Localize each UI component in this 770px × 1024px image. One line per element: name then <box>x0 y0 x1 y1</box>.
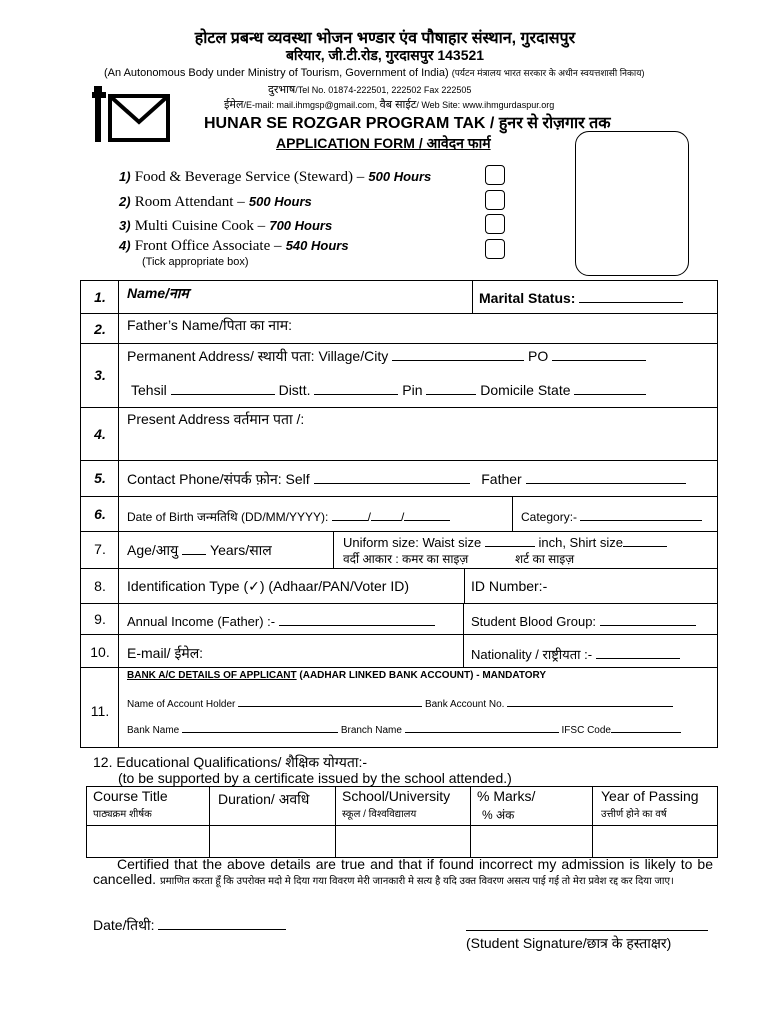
row-number: 7. <box>94 541 106 557</box>
column-header: % Marks/ <box>477 788 536 804</box>
program-title: HUNAR SE ROZGAR PROGRAM TAK / हुनर से रोज़गार तक <box>204 115 611 132</box>
permanent-address-line2: Tehsil Distt. Pin Domicile State <box>131 381 646 398</box>
course-item: 1) Food & Beverage Service (Steward) – 500 Hours <box>119 169 432 185</box>
nationality-label: Nationality / राष्ट्रीयता :- <box>471 645 680 663</box>
course-item: 3) Multi Cuisine Cook – 700 Hours <box>119 218 333 234</box>
form-title: APPLICATION FORM / आवेदन फार्म <box>276 135 491 151</box>
row-number: 4. <box>94 426 106 442</box>
annual-income-label: Annual Income (Father) :- <box>127 612 435 629</box>
age-label: Age/आयु Years/साल <box>127 542 272 558</box>
uniform-size-hindi: वर्दी आकार : कमर का साइज़ शर्ट का साइज़ <box>343 552 575 566</box>
tick-note: (Tick appropriate box) <box>142 256 249 268</box>
org-name-hindi: होटल प्रबन्ध व्यवस्था भोजन भण्डार एंव पौषाहार संस्थान, गुरदासपुर <box>194 30 576 47</box>
bank-name-row: Bank Name Branch Name IFSC Code <box>127 722 681 736</box>
course-checkbox[interactable] <box>485 190 505 210</box>
id-number-label: ID Number:- <box>471 578 548 594</box>
row-number: 10. <box>90 644 110 660</box>
signature-line <box>466 930 708 931</box>
bank-details-title: BANK A/C DETAILS OF APPLICANT (AADHAR LINKED BANK ACCOUNT) - MANDATORY <box>127 670 547 681</box>
present-address-label: Present Address वर्तमान पता /: <box>127 411 305 427</box>
email-label: E-mail/ ईमेल: <box>127 645 204 661</box>
course-checkbox[interactable] <box>485 165 505 185</box>
date-label: Date/तिथी: <box>93 916 286 935</box>
course-item: 4) Front Office Associate – 540 Hours <box>119 238 349 254</box>
dob-label: Date of Birth जन्मतिथि (DD/MM/YYYY): / / <box>127 507 450 525</box>
column-header: Duration/ अवधि <box>218 791 310 807</box>
contact-phone-label: Contact Phone/संपर्क फ़ोन: Self Father <box>127 470 686 489</box>
row-number: 6. <box>94 506 106 522</box>
certification-text: Certified that the above details are true and that if found incorrect my admission is likely to be cancelled. प्रमाणित करता हूँ कि उपरोक्त मदो मे दिया गया विवरण मेरी जानकारी मे सत्य है यदि उक्त विवरण असत्य पाई गई तो मेरा प्रवेश रद्द कर दिया जाए। <box>93 856 713 887</box>
column-header-hindi: % अंक <box>482 808 515 822</box>
row-number: 11. <box>90 703 110 719</box>
row-number: 8. <box>94 578 106 594</box>
contact-line: ईमेल/E-mail: mail.ihmgsp@gmail.com, वैब साईट/ Web Site: www.ihmgurdaspur.org <box>224 99 555 111</box>
row-number: 1. <box>94 289 106 305</box>
account-holder-row: Name of Account Holder Bank Account No. <box>127 696 673 710</box>
education-title: 12. Educational Qualifications/ शैक्षिक योग्यता:- <box>93 754 368 770</box>
row-number: 9. <box>94 611 106 627</box>
permanent-address-line1: Permanent Address/ स्थायी पता: Village/City PO <box>127 347 646 366</box>
fathers-name-label: Father’s Name/पिता का नाम: <box>127 317 292 333</box>
marital-status-label: Marital Status: <box>479 289 683 306</box>
photo-box <box>575 131 689 276</box>
identification-type-label: Identification Type (✓) (Adhaar/PAN/Voter ID) <box>127 578 410 594</box>
autonomous-line: (An Autonomous Body under Ministry of Tourism, Government of India) (पर्यटन मंत्रालय भारत सरकार के अधीन स्वयत्तशासी निकाय) <box>104 67 645 79</box>
student-signature-label: (Student Signature/छात्र के हस्ताक्षर) <box>466 935 672 951</box>
row-number: 2. <box>94 321 106 337</box>
row-number: 5. <box>94 470 106 486</box>
row-number: 3. <box>94 367 106 383</box>
education-note: (to be supported by a certificate issued by the school attended.) <box>118 770 512 786</box>
course-item: 2) Room Attendant – 500 Hours <box>119 194 312 210</box>
institute-logo <box>92 82 182 144</box>
tel-line: दुरभाष/Tel No. 01874-222501, 222502 Fax 222505 <box>268 84 472 96</box>
uniform-size-label: Uniform size: Waist size inch, Shirt size <box>343 533 667 550</box>
blood-group-label: Student Blood Group: <box>471 612 696 629</box>
address-hindi: बरियार, जी.टी.रोड, गुरदासपुर 143521 <box>285 47 485 63</box>
column-header: Year of Passing <box>601 788 699 804</box>
column-header-hindi: उत्तीर्ण होने का वर्ष <box>601 809 667 820</box>
column-header: School/University <box>342 788 451 804</box>
name-label: Name/नाम <box>127 285 189 301</box>
course-checkbox[interactable] <box>485 214 505 234</box>
column-header: Course Title <box>93 788 168 804</box>
category-label: Category:- <box>521 507 702 524</box>
column-header-hindi: पाठ्यक्रम शीर्षक <box>93 809 152 820</box>
course-checkbox[interactable] <box>485 239 505 259</box>
column-header-hindi: स्कूल / विश्वविद्यालय <box>342 809 417 820</box>
envelope-logo-icon <box>92 82 182 144</box>
